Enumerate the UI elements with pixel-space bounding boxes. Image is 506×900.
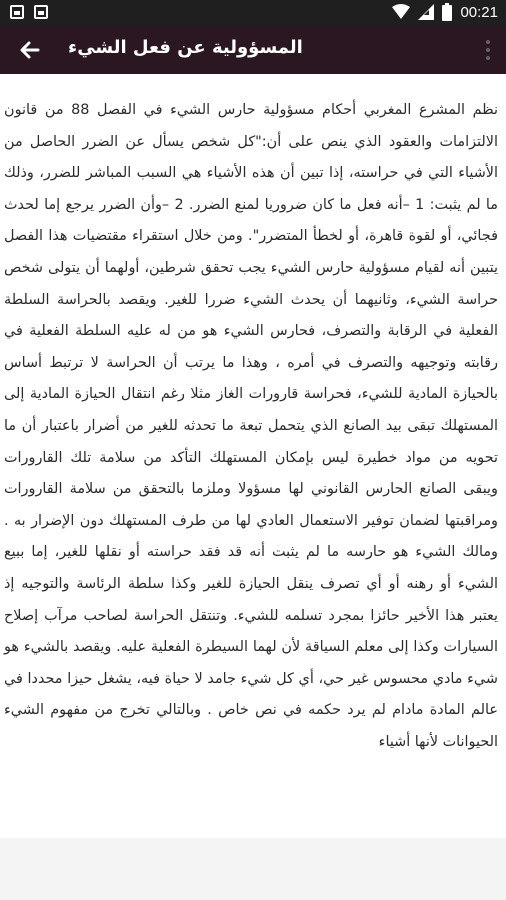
overflow-menu-button[interactable] [480, 38, 496, 62]
signal-icon [418, 4, 434, 20]
bottom-blank-area [0, 838, 506, 900]
overflow-menu-dot [486, 56, 490, 60]
battery-icon [442, 3, 452, 21]
notification-icons [10, 5, 48, 19]
status-bar [0, 0, 506, 26]
notification-app-icon [34, 5, 48, 19]
arrow-back-icon [14, 36, 46, 64]
status-time: 00:21 [460, 3, 498, 21]
overflow-menu-icon [486, 40, 490, 44]
status-icons [392, 3, 498, 21]
back-button[interactable] [14, 36, 46, 64]
overflow-menu-dot [486, 48, 490, 52]
article-body: نظم المشرع المغربي أحكام مسؤولية حارس الشيء في الفصل 88 من قانون الالتزامات والعقود الذي ينص على أن:"كل شخص يسأل عن الضرر الحاصل من الأشياء التي في حراسته، إذا تبين أن هذه الأشياء هي السبب المباشر للضرر، وذلك ما لم يثبت: 1 –أنه فعل ما كان ضروريا لمنع الضرر. 2 –وأن الضرر يرجع إما لحدث فجائي، أو لقوة قاهرة، أو لخطأ المتضرر". ومن خلال استقراء مقتضيات هذا الفصل يتبين أنه لقيام مسؤولية حارس الشيء يجب تحقق شرطين، أولهما أن يتولى شخص حراسة الشيء، وثانيهما أن يحدث الشيء ضررا للغير. ويقصد بالحراسة السلطة الفعلية في الرقابة والتصرف، فحارس الشيء هو من له عليه السلطة الفعلية في رقابته وتوجيهه والتصرف في أمره ، وهذا ما يرتب أن الحراسة لا ترتبط أساس بالحيازة المادية للشيء، فحراسة قارورات الغاز مثلا رغم انتقال الحيازة المادية إلى المستهلك تبقى بيد الصانع الذي يتحمل تبعة ما تحدثه للغير من أضرار باعتبار أن ما تحويه من مواد خطيرة ليس بإمكان المستهلك التأكد من سلامة تلك القارورات ويبقى الصانع الحارس القانوني لها مسؤولا وملزما بالتحقق من سلامة القارورات ومراقبتها لضمان توفير الاستعمال العادي لها من طرف المستهلك دون الإضرار به . ومالك الشيء هو حارسه ما لم يثبت أنه قد فقد حراسته أو نقلها للغير، إما ببيع الشيء أو رهنه أو أي تصرف ينقل الحيازة للغير وكذا سلطة الرئاسة والتوجيه إذ يعتبر هذا الأخير حائزا بمجرد تسلمه للشيء. وتنتقل الحراسة لصاحب مرآب إصلاح السيارات وكذا إلى معلم السياقة لأن لهما السيطرة الفعلية عليه. ويقصد بالشيء هو شيء مادي محسوس غير حي، أي كل شيء جامد لا حياة فيه، يشغل حيزا محددا في عالم المادة مادام لم يرد حكمه في نص خاص . وبالتالي تخرج من مفهوم الشيء الحيوانات لأنها أشياء [4, 102, 499, 750]
page-title: المسؤولية عن فعل الشيء [68, 37, 303, 58]
app-bar [0, 26, 506, 74]
notification-app-icon [10, 5, 24, 19]
wifi-icon [392, 4, 410, 20]
